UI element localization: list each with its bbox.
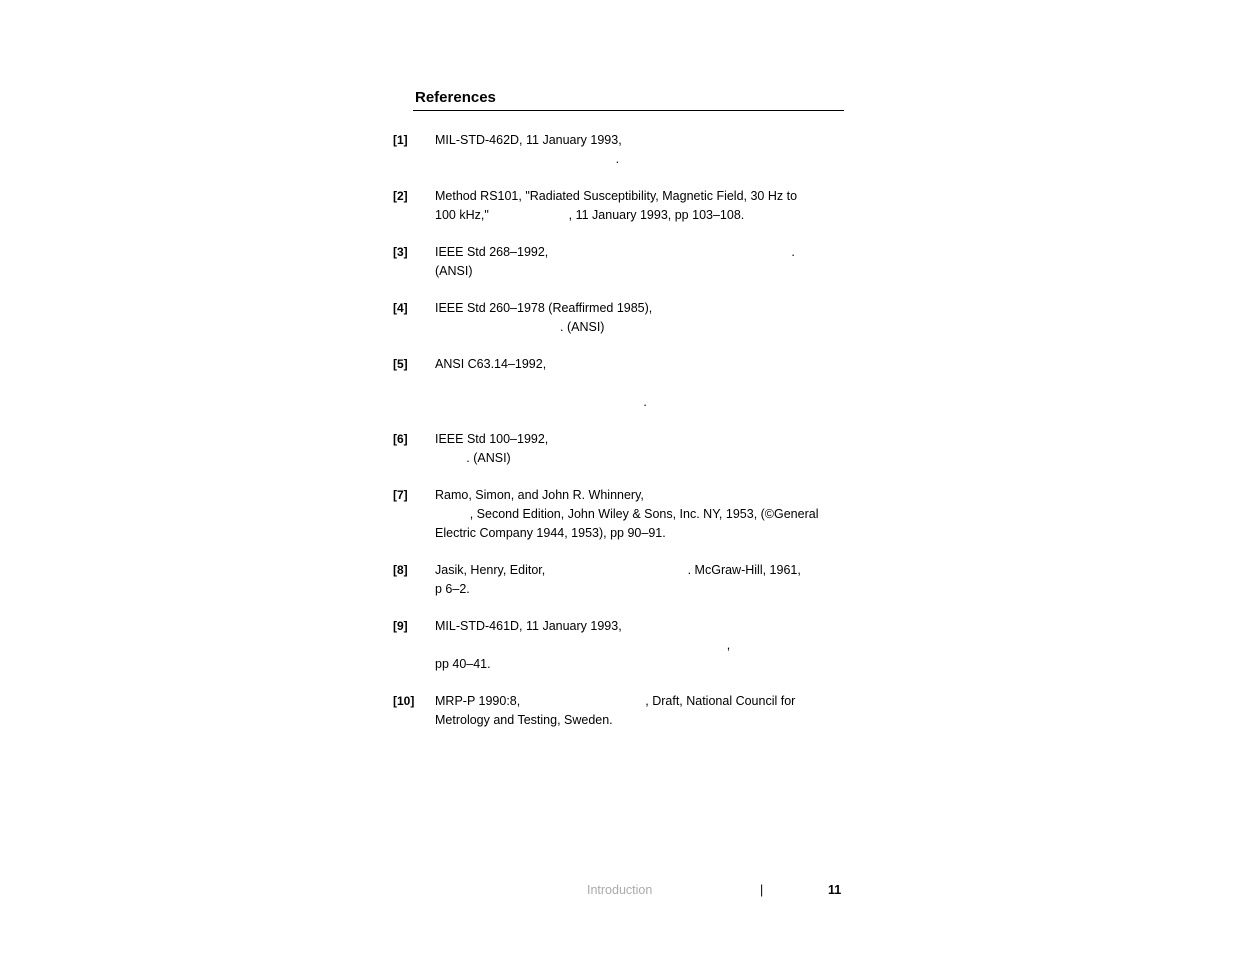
reference-line: IEEE Std 268–1992, . (435, 245, 795, 259)
footer-separator: | (760, 883, 764, 897)
reference-text (435, 617, 845, 674)
heading-rule (413, 110, 844, 111)
reference-number: [1] (393, 133, 408, 147)
reference-text (435, 243, 845, 281)
reference-number: [6] (393, 432, 408, 446)
reference-number: [7] (393, 488, 408, 502)
reference-text (435, 692, 845, 730)
references-heading: References (415, 89, 496, 106)
reference-number: [5] (393, 357, 408, 371)
footer-section-title: Introduction (587, 883, 653, 897)
reference-text (435, 187, 845, 225)
reference-line: . (435, 395, 647, 409)
reference-entry (393, 617, 845, 674)
reference-line: MIL-STD-462D, 11 January 1993, (435, 133, 622, 147)
reference-line: Metrology and Testing, Sweden. (435, 713, 613, 727)
reference-entry (393, 187, 845, 225)
reference-text (435, 561, 845, 599)
reference-text (435, 131, 845, 169)
reference-entry (393, 692, 845, 730)
page-number: 11 (828, 883, 842, 897)
reference-entry (393, 486, 845, 543)
reference-line: p 6–2. (435, 582, 470, 596)
reference-entry (393, 355, 845, 412)
reference-line (435, 374, 845, 393)
reference-entry (393, 243, 845, 281)
reference-line: MRP-P 1990:8, , Draft, National Council for (435, 694, 796, 708)
reference-number: [2] (393, 189, 408, 203)
reference-text (435, 430, 845, 468)
reference-entry (393, 299, 845, 337)
reference-number: [4] (393, 301, 408, 315)
reference-text (435, 355, 845, 412)
reference-line: Jasik, Henry, Editor, . McGraw-Hill, 1961, (435, 563, 801, 577)
reference-line: , (435, 638, 731, 652)
reference-line: MIL-STD-461D, 11 January 1993, (435, 619, 622, 633)
reference-entry (393, 561, 845, 599)
reference-entry (393, 131, 845, 169)
reference-number: [3] (393, 245, 408, 259)
reference-text (435, 299, 845, 337)
reference-line: , Second Edition, John Wiley & Sons, Inc. NY, 1953, (©General (435, 507, 819, 521)
reference-line: ANSI C63.14–1992, (435, 357, 547, 371)
reference-line: Electric Company 1944, 1953), pp 90–91. (435, 526, 666, 540)
reference-entry (393, 430, 845, 468)
reference-number: [9] (393, 619, 408, 633)
reference-line: Method RS101, "Radiated Susceptibility, Magnetic Field, 30 Hz to (435, 189, 798, 203)
reference-line: IEEE Std 100–1992, (435, 432, 549, 446)
reference-line: IEEE Std 260–1978 (Reaffirmed 1985), (435, 301, 653, 315)
reference-line: pp 40–41. (435, 657, 491, 671)
reference-text (435, 486, 845, 543)
reference-line: 100 kHz," , 11 January 1993, pp 103–108. (435, 208, 745, 222)
reference-line: . (435, 152, 620, 166)
reference-line: (ANSI) (435, 264, 473, 278)
reference-line: Ramo, Simon, and John R. Whinnery, (435, 488, 644, 502)
reference-line: . (ANSI) (435, 320, 605, 334)
reference-number: [10] (393, 694, 415, 708)
reference-line: . (ANSI) (435, 451, 511, 465)
reference-number: [8] (393, 563, 408, 577)
